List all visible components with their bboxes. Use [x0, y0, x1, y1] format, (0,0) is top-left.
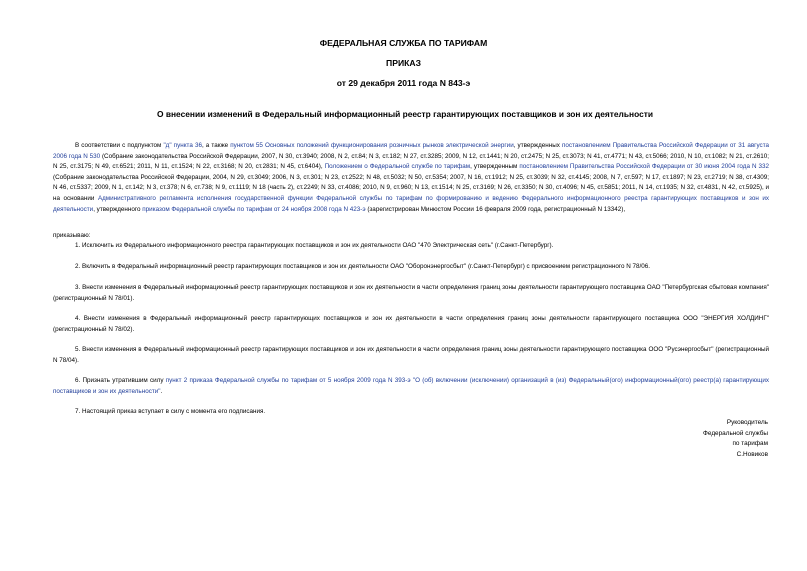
link-fst-regulation[interactable]: Положением о Федеральной службе по тарифам	[324, 163, 471, 171]
signature-position: Руководитель	[726, 419, 768, 426]
signature-name: С.Новиков	[736, 451, 768, 459]
document-date-number: от 29 декабря 2011 года N 843-э	[336, 78, 471, 88]
item-7: 7. Настоящий приказ вступает в силу с момента его подписания.	[75, 408, 266, 415]
link-government-decree-332[interactable]: постановлением Правительства Российской Федерации от 30 июня 2004 года N 332	[519, 163, 769, 171]
preamble-text-4: (Собрание законодательства Российской Федерации, 2007, N 30, ст.3940; 2008, N 2, ст.84; N 3, ст.182; N 27, ст.3285; 2009, N 12, ст.1441; N 20, ст.2475; N 25, ст.3073; N 41, ст.4771; N 43, ст.5066; 2010, N 10, ст.1082; N 21, ст.2610; N 25, ст.3175; N 49, ст.6521; 2011, N 11, ст.1524; N 22, ст.3168; N 20, ст.2831; N 45, ст.6404),	[53, 152, 769, 171]
item-4: 4. Внести изменения в Федеральный информационный реестр гарантирующих поставщиков и зон их деятельности в части определения границ зоны деятельности гарантирующего поставщика ООО "ЭНЕРГИЯ ХОЛДИНГ" (регистрационный N 78/02).	[53, 315, 769, 333]
preamble-paragraph	[53, 141, 769, 215]
item-3: 3. Внести изменения в Федеральный информационный реестр гарантирующих поставщиков и зон их деятельности в части определения границ зоны деятельности гарантирующего поставщика ОАО "Петербургская сбытовая компания" (регистрационный N 78/01).	[53, 284, 769, 302]
order-word: приказываю:	[53, 232, 91, 239]
preamble-text-8: (зарегистрирован Минюстом России 16 февраля 2009 года, регистрационный N 13342),	[365, 205, 626, 213]
link-government-decree-530[interactable]: постановлением Правительства Российской Федерации от 31 августа 2006 года N 530	[53, 142, 770, 160]
link-fst-order-423e[interactable]: приказом Федеральной службы по тарифам от 24 ноября 2008 года N 423-э	[142, 205, 366, 213]
item-6	[53, 376, 769, 397]
agency-heading: ФЕДЕРАЛЬНАЯ СЛУЖБА ПО ТАРИФАМ	[319, 38, 488, 48]
item-2: 2. Включить в Федеральный информационный реестр гарантирующих поставщиков и зон их деятельности ОАО "Оборонэнергосбыт" (г.Санкт-Петербург) с присвоением регистрационного N 78/06.	[75, 263, 651, 270]
link-fst-order-393e-item-2[interactable]: пункт 2 приказа Федеральной службы по тарифам от 5 ноября 2009 года N 393-э "О (об) включении (исключении) организаций в (из) Федеральный(ого) информационный(ого) реестр(а) гарантирующих поставщиков и зон их деятельности"	[53, 377, 769, 395]
signature-block	[608, 418, 768, 461]
preamble-text-7: , утвержденного	[93, 205, 143, 213]
preamble-text-5: , утвержденным	[470, 163, 520, 171]
link-subclause-d-item-36[interactable]: "д" пункта 36	[163, 142, 202, 149]
preamble-text-6: (Собрание законодательства Российской Федерации, 2004, N 29, ст.3049; 2006, N 3, ст.301; N 23, ст.2522; N 48, ст.5032; N 50, ст.5354; 2007, N 16, ст.1912; N 25, ст.3039; N 32, ст.4145; 2008, N 7, ст.597; N 17, ст.1897; N 23, ст.2719; N 38, ст.4309; N 46, ст.5337; 2009, N 1, ст.142; N 3, ст.378; N 6, ст.738; N 9, ст.1119; N 18 (часть 2), ст.2249; N 33, ст.4086; 2010, N 9, ст.960; N 13, ст.1514; N 25, ст.3169; N 26, ст.3350; N 30, ст.4096; N 45, ст.5851; 2011, N 14, ст.1935; N 32, ст.4831, N 42, ст.5925), и на основании	[53, 173, 769, 202]
item-1: 1. Исключить из Федерального информационного реестра гарантирующих поставщиков и зон их деятельности ОАО "470 Электрическая сеть" (г.Санкт-Петербург).	[75, 242, 554, 249]
signature-agency-cont: по тарифам	[732, 440, 768, 448]
document-type-heading: ПРИКАЗ	[386, 58, 421, 68]
preamble-text-2: , а также	[201, 142, 231, 149]
item-5: 5. Внести изменения в Федеральный информационный реестр гарантирующих поставщиков и зон их деятельности в части определения границ зоны деятельности гарантирующего поставщика ООО "Русэнергосбыт" (регистрационный N 78/04).	[53, 346, 769, 364]
document-title: О внесении изменений в Федеральный информационный реестр гарантирующих поставщиков и зон их деятельности	[157, 109, 653, 119]
preamble-text-1: В соответствии с подпунктом	[75, 142, 164, 149]
signature-agency: Федеральной службы	[703, 429, 768, 437]
item-6-text-2: .	[160, 387, 163, 395]
link-administrative-regulation[interactable]: Административного регламента исполнения государственной функции Федеральной службы по тарифам по формированию и ведению Федерального информационного реестра гарантирующих поставщиков и зон их деятельности	[53, 194, 769, 213]
item-6-text-1: 6. Признать утратившим силу	[75, 377, 166, 384]
link-item-55-basic-provisions[interactable]: пунктом 55 Основных положений функционирования розничных рынков электрической энергии	[230, 142, 514, 149]
preamble-text-3: , утвержденных	[513, 142, 562, 149]
